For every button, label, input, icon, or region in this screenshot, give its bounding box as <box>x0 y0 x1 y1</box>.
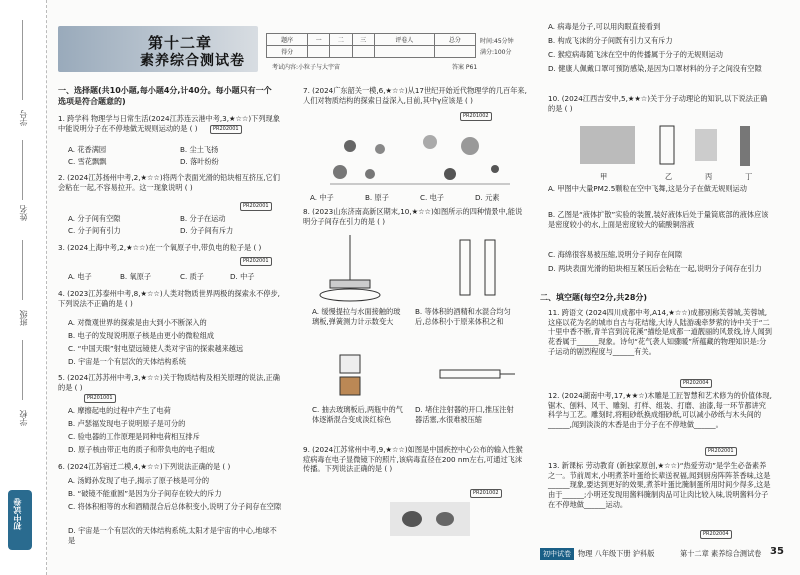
option[interactable]: A. 病毒是分子,可以用肉眼直接看到 <box>548 22 661 31</box>
option[interactable]: C. 雪花飘飘 <box>68 157 107 166</box>
virus-micrograph <box>390 502 470 536</box>
option[interactable]: B. 分子在运动 <box>180 214 226 223</box>
score-cell[interactable] <box>434 46 475 58</box>
score-cell[interactable] <box>352 46 374 58</box>
question-2: 2. (2024江苏扬州中考,2,★☆☆)将两个表面光滑的铅块相互挤压,它们会粘在一起,不容易拉开。这一现象说明 ( ) <box>58 173 280 192</box>
option[interactable]: C. 海绵很容易被压缩,说明分子间存在间隙 <box>548 250 683 259</box>
school-line <box>22 340 23 400</box>
footer-subject: 物理 八年级下册 沪科版 <box>578 549 655 558</box>
question-7: 7. (2024广东韶关一模,6,★☆☆)从17世纪开始近代物理学的几百年来,人们对物质结构的探索日益深入,目前,其中γ应该是 ( ) <box>303 86 527 105</box>
option[interactable]: B. 等体积的酒精和水混合均匀后,总体积小于原来体积之和 <box>415 307 511 326</box>
option[interactable]: A. 缓慢提拉与水面接触的玻璃板,弹簧测力计示数变大 <box>312 307 401 326</box>
score-header-cell: 评卷人 <box>374 34 434 46</box>
force-figures-ab <box>310 230 520 310</box>
page-number: 35 <box>770 546 784 557</box>
option[interactable]: C. 猴痘病毒随飞沫在空中的传播属于分子的无规则运动 <box>548 50 723 59</box>
option[interactable]: C. 将体积相等的水和酒精混合后总体积变小,说明了分子间存在空隙 <box>68 502 282 511</box>
option[interactable]: C. 验电器的工作原理是同种电荷相互排斥 <box>68 432 200 441</box>
score-cell[interactable] <box>330 46 352 58</box>
test-title: 素养综合测试卷 <box>140 54 245 69</box>
option[interactable]: A. 电子 <box>68 272 92 281</box>
test-content: 考试内容:小粒子与大宇宙 <box>272 64 341 71</box>
score-header-cell: 二 <box>330 34 352 46</box>
question-code: PR202004 <box>700 530 732 539</box>
option[interactable]: B. 卢瑟福发现电子说明原子是可分的 <box>68 419 186 428</box>
name-label: 姓名 <box>19 205 28 221</box>
full-score: 满分:100分 <box>480 49 512 56</box>
question-code: PR202001 <box>705 447 737 456</box>
score-table <box>266 33 476 58</box>
question-8: 8. (2023山东济南高新区期末,10,★☆☆)如图所示的四种情景中,能说明分子间存在引力的是 ( ) <box>303 207 523 226</box>
question-4: 4. (2023江苏泰州中考,8,★☆☆)人类对物质世界两极的探索永不停步,下列说法不正确的是 ( ) <box>58 289 280 308</box>
option[interactable]: A. 甲图中大量PM2.5颗粒在空中飞舞,这是分子在做无规则运动 <box>548 184 747 193</box>
kinetic-theory-figures <box>580 124 770 172</box>
class-label: 班级 <box>19 310 28 326</box>
question-6: 6. (2024江苏宿迁二模,4,★☆☆)下列说法正确的是 ( ) <box>58 462 231 471</box>
class-line <box>22 240 23 300</box>
option[interactable]: C. 质子 <box>180 272 204 281</box>
option[interactable]: D. 原子核由带正电的质子和带负电的电子组成 <box>68 445 215 454</box>
name-line <box>22 140 23 200</box>
question-code: PR202004 <box>680 379 712 388</box>
option[interactable]: D. 落叶纷纷 <box>180 157 219 166</box>
answer-ref: 答案 P61 <box>452 64 478 71</box>
option[interactable]: A. 中子 <box>310 193 334 202</box>
option[interactable]: B. 尘土飞扬 <box>180 145 219 154</box>
logo-text: 初中试卷 <box>13 498 22 530</box>
figure-label: 丙 <box>705 172 713 181</box>
question-code: PR201002 <box>470 489 502 498</box>
score-header-cell: 三 <box>352 34 374 46</box>
option[interactable]: D. 宇宙是一个有层次的天体结构系统,太阳才是宇宙的中心,地球不是 <box>68 526 277 545</box>
question-9: 9. (2024江苏常州中考,9,★☆☆)如图是中国疾控中心公布的输入性猴痘病毒在电子显微镜下的照片,该病毒直径在200 nm左右,可通过飞沫传播。下列说法正确的是 ( ) <box>303 445 523 474</box>
option[interactable]: C. 抽去玻璃板后,两瓶中的气体逐渐混合变成淡红棕色 <box>312 405 403 424</box>
option[interactable]: D. 两块表面光滑的铅块相互紧压后会粘在一起,说明分子间存在引力 <box>548 264 762 273</box>
question-code: PR202001 <box>210 125 242 134</box>
question-code: PR201001 <box>84 394 116 403</box>
option[interactable]: C. 电子 <box>420 193 444 202</box>
footer-badge: 初中试卷 <box>540 548 574 560</box>
option[interactable]: D. 中子 <box>230 272 255 281</box>
option[interactable]: D. 堵住注射器的开口,推压注射器活塞,水很难被压缩 <box>415 405 514 424</box>
option[interactable]: A. 摩擦起电的过程中产生了电荷 <box>68 406 171 415</box>
option[interactable]: B. 氧原子 <box>120 272 152 281</box>
score-row-label: 得分 <box>267 46 308 58</box>
question-1: 1. 跨学科 物理学与日常生活(2024江苏连云港中考,3,★☆☆)下列现象中能说明分子在不停地做无规则运动的是 ( ) <box>58 114 280 133</box>
option[interactable]: C. 分子间有引力 <box>68 226 121 235</box>
score-cell[interactable] <box>374 46 434 58</box>
school-label: 学校 <box>19 410 28 426</box>
option[interactable]: A. 分子间有空隙 <box>68 214 121 223</box>
score-header-cell: 一 <box>308 34 330 46</box>
option[interactable]: B. 原子 <box>365 193 389 202</box>
question-code: PR201002 <box>460 112 492 121</box>
question-5: 5. (2024江苏苏州中考,3,★☆☆)关于物质结构及相关原理的说法,正确的是 ( ) <box>58 373 280 392</box>
score-header-cell: 题序 <box>267 34 308 46</box>
option[interactable]: D. 宇宙是一个有层次的天体结构系统 <box>68 357 186 366</box>
section1-title: 一、选择题(共10小题,每小题4分,计40分。每小题只有一个选项是符合题意的) <box>58 86 272 106</box>
question-13: 13. 新课标 劳动教育 (新独家原创,★☆☆)“热爱劳动”是学生必备素养之一。节前周末,小明煮茶叶蛋给长辈送祝福,闻到厨房阵阵茶香味,这是______现象,要达到更好的效果,煮茶叶蛋比腌制蛋所用时间少得多,这是由于______;小明还发现用酱料腌制肉品可让肉比较入味,说明酱料分子在不停地做______运动。 <box>548 461 771 509</box>
option[interactable]: C. “中国天眼”射电望远镜使人类对宇宙的探索越来越远 <box>68 344 244 353</box>
question-3: 3. (2024上海中考,2,★☆☆)在一个氧原子中,带负电的粒子是 ( ) <box>58 243 262 252</box>
option[interactable]: B. 电子的发现说明原子核是由更小的微粒组成 <box>68 331 215 340</box>
option[interactable]: A. 对微观世界的探索是由大到小不断深入的 <box>68 318 207 327</box>
binding-strip <box>0 0 47 575</box>
section2-title: 二、填空题(每空2分,共28分) <box>540 293 648 302</box>
figure-label: 甲 <box>600 172 608 181</box>
id-label: 学号 <box>19 110 28 126</box>
question-12: 12. (2024湖南中考,17,★★☆)木雕是工匠智慧和艺术修为的价值体现,锯木、刨料、风干、雕刻、打样、组装、打磨、油漆,每一环节都讲究科学与工艺。雕刻时,将粗砂纸换成细砂纸,可以减小砂纸与木头间的______,闻到淡淡的木香是由于分子在不停地做______。 <box>548 391 772 430</box>
figure-label: 乙 <box>665 172 673 181</box>
figure-label: 丁 <box>745 172 753 181</box>
force-figures-cd <box>310 350 520 405</box>
option[interactable]: D. 健康人佩戴口罩可预防感染,是因为口罩材料的分子之间没有空隙 <box>548 64 762 73</box>
score-header-cell: 总分 <box>434 34 475 46</box>
footer-chapter: 第十二章 素养综合测试卷 <box>680 549 762 558</box>
option[interactable]: B. 乙图是“液体扩散”实验的装置,装好液体后处于量筒底部的液体应该是密度较小的水,上面是密度较大的硫酸铜溶液 <box>548 210 769 229</box>
question-10: 10. (2024江西吉安中,5,★★☆)关于分子动理论的知识,以下说法正确的是 ( ) <box>548 94 768 113</box>
atom-scale-figure <box>320 124 520 190</box>
question-11: 11. 跨语文 (2024四川成都中考,A14,★☆☆)成都别称芙蓉城,芙蓉城,这座以花为名的城市自古与花结缘,大诗人陆游魂牵梦萦的诗中关于“二十里中香不断,青羊宫到浣花溪”描绘是成都一道靓丽的风景线,诗人闻到花香属于______现象。诗句“花气袭人知骤暖”所蕴藏的物理知识是:分子运动的剧烈程度与______有关。 <box>548 308 772 356</box>
option[interactable]: A. 花香满园 <box>68 145 107 154</box>
time-limit: 时间:45分钟 <box>480 38 514 45</box>
id-line <box>22 20 23 100</box>
option[interactable]: A. 汤姆孙发现了电子,揭示了原子核是可分的 <box>68 476 210 485</box>
question-code: PR202001 <box>240 202 272 211</box>
option[interactable]: D. 元素 <box>475 193 500 202</box>
question-code: PR202001 <box>240 257 272 266</box>
option[interactable]: D. 分子间有斥力 <box>180 226 234 235</box>
chapter-title: 第十二章 <box>148 36 213 52</box>
option[interactable]: B. “破镜不能重圆”是因为分子间存在较大的斥力 <box>68 489 222 498</box>
score-cell[interactable] <box>308 46 330 58</box>
option[interactable]: B. 构成飞沫的分子间既有引力又有斥力 <box>548 36 673 45</box>
